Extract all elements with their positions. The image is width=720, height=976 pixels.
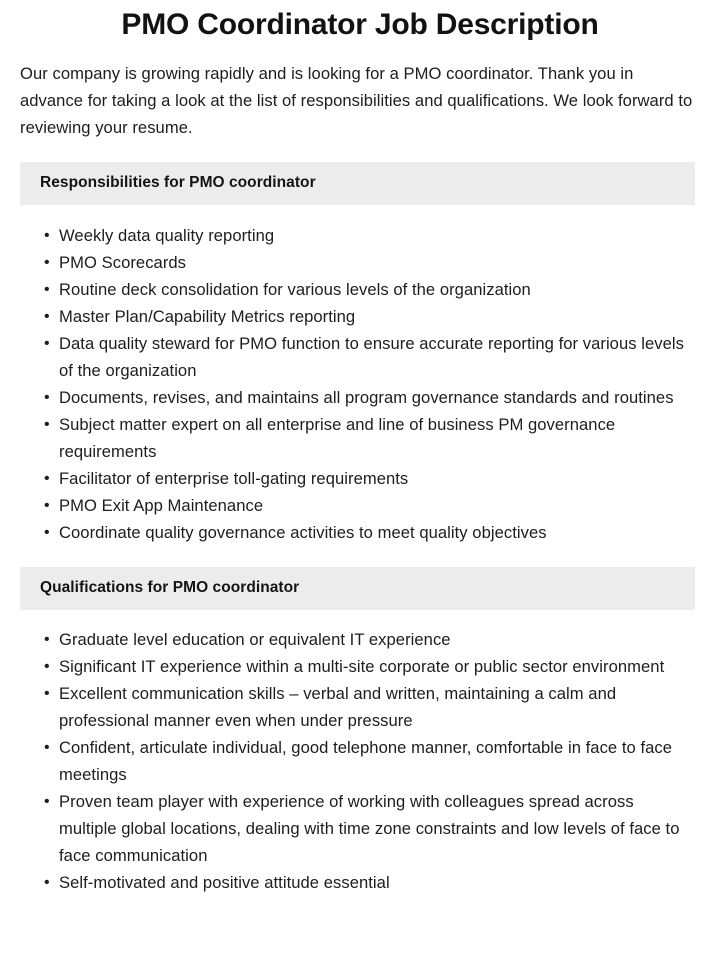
bullet-icon: • — [44, 334, 50, 352]
list-item-text: Significant IT experience within a multi-site corporate or public sector environment — [59, 656, 665, 676]
list-item-text: Data quality steward for PMO function to ensure accurate reporting for various levels of the organization — [59, 333, 684, 380]
bullet-icon: • — [44, 873, 50, 891]
list-item-text: Proven team player with experience of working with colleagues spread across multiple global locations, dealing with time zone constraints and low levels of face to face communication — [59, 791, 680, 865]
qualifications-list — [0, 610, 720, 896]
list-item-text: Weekly data quality reporting — [59, 225, 275, 245]
bullet-icon: • — [44, 496, 50, 514]
bullet-icon: • — [44, 415, 50, 433]
list-item — [44, 653, 695, 680]
section-heading-label: Responsibilities for PMO coordinator — [40, 174, 316, 191]
list-item-text: Self-motivated and positive attitude essential — [59, 872, 390, 892]
section-qualifications — [0, 567, 720, 896]
bullet-icon: • — [44, 792, 50, 810]
list-item — [44, 626, 695, 653]
list-item-text: Graduate level education or equivalent IT experience — [59, 629, 451, 649]
section-header-responsibilities — [20, 162, 695, 205]
list-item — [44, 519, 695, 546]
bullet-icon: • — [44, 630, 50, 648]
list-item-text: PMO Scorecards — [59, 252, 187, 272]
responsibilities-list — [0, 205, 720, 546]
section-responsibilities — [0, 162, 720, 546]
list-item — [44, 465, 695, 492]
list-item — [44, 276, 695, 303]
bullet-icon: • — [44, 684, 50, 702]
list-item-text: Excellent communication skills – verbal and written, maintaining a calm and professional manner even when under pressure — [59, 683, 617, 730]
bullet-icon: • — [44, 523, 50, 541]
list-item-text: Coordinate quality governance activities to meet quality objectives — [59, 522, 547, 542]
bullet-icon: • — [44, 738, 50, 756]
list-item — [44, 330, 695, 384]
bullet-icon: • — [44, 469, 50, 487]
list-item — [44, 222, 695, 249]
list-item — [44, 249, 695, 276]
list-item-text: PMO Exit App Maintenance — [59, 495, 264, 515]
bullet-icon: • — [44, 307, 50, 325]
list-item — [44, 492, 695, 519]
list-item — [44, 384, 695, 411]
bullet-icon: • — [44, 280, 50, 298]
list-item — [44, 303, 695, 330]
list-item-text: Confident, articulate individual, good telephone manner, comfortable in face to face meetings — [59, 737, 673, 784]
section-header-qualifications — [20, 567, 695, 610]
list-item-text: Master Plan/Capability Metrics reporting — [59, 306, 356, 326]
list-item-text: Subject matter expert on all enterprise and line of business PM governance requirements — [59, 414, 616, 461]
list-item-text: Documents, revises, and maintains all program governance standards and routines — [59, 387, 674, 407]
bullet-icon: • — [44, 388, 50, 406]
list-item — [44, 411, 695, 465]
bullet-icon: • — [44, 657, 50, 675]
bullet-icon: • — [44, 226, 50, 244]
list-item-text: Facilitator of enterprise toll-gating requirements — [59, 468, 409, 488]
page-title: PMO Coordinator Job Description — [121, 8, 599, 41]
bullet-icon: • — [44, 253, 50, 271]
section-heading-label: Qualifications for PMO coordinator — [40, 579, 300, 596]
intro-paragraph: Our company is growing rapidly and is looking for a PMO coordinator. Thank you in advance for taking a look at the list of responsibilities and qualifications. We look forward to reviewing your resume. — [20, 63, 693, 137]
list-item — [44, 788, 695, 869]
list-item-text: Routine deck consolidation for various levels of the organization — [59, 279, 531, 299]
list-item — [44, 734, 695, 788]
list-item — [44, 680, 695, 734]
list-item — [44, 869, 695, 896]
